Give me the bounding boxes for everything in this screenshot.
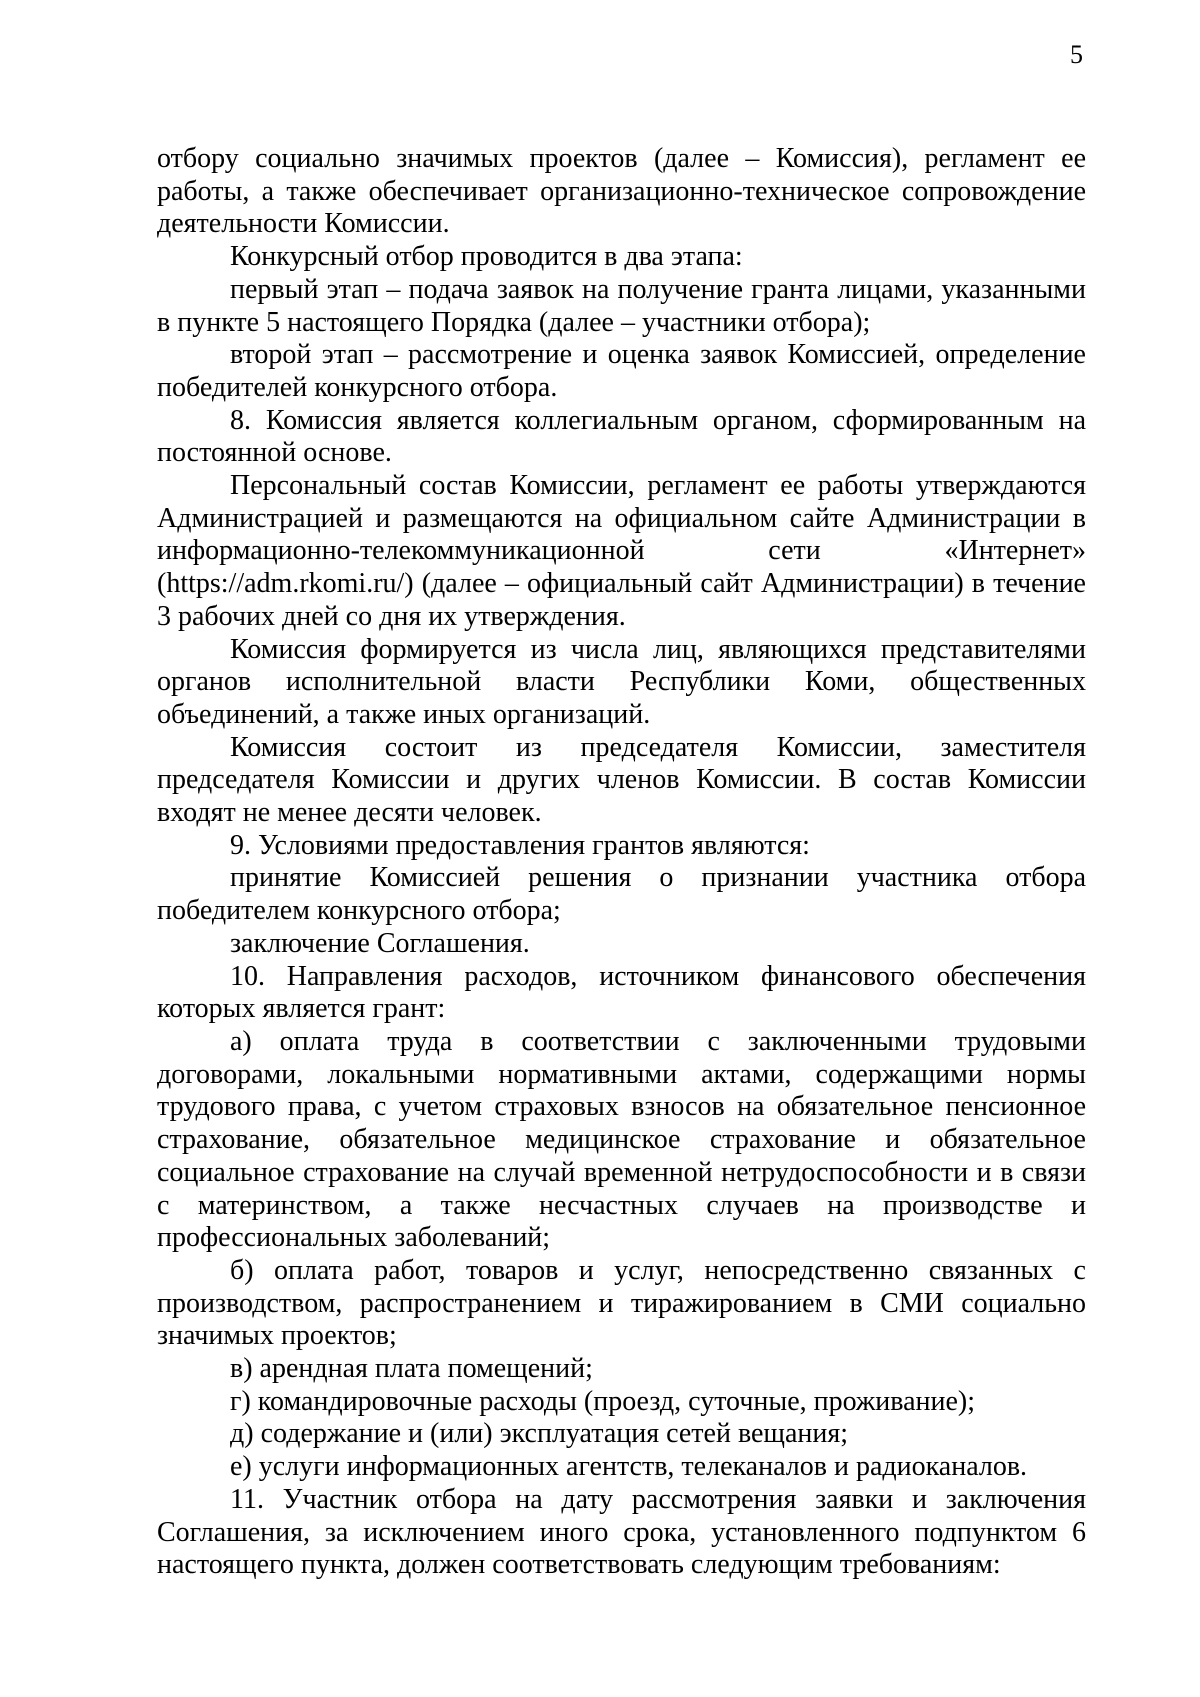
paragraph-expense-g: г) командировочные расходы (проезд, суточные, проживание); [230,1385,976,1417]
paragraph-item-8: 8. Комиссия является коллегиальным органом, сформированным на постоянной основе. [157,404,1086,469]
paragraph-commission-members: Комиссия состоит из председателя Комиссии, заместителя председателя Комиссии и других членов Комиссии. В состав Комиссии входят не менее десяти человек. [157,731,1086,829]
paragraph-stage-two: второй этап – рассмотрение и оценка заявок Комиссией, определение победителей конкурсного отбора. [157,339,1086,403]
paragraph-expense-v: в) арендная плата помещений; [230,1353,593,1385]
paragraph-condition-agreement: заключение Соглашения. [230,927,530,959]
paragraph-expense-b: б) оплата работ, товаров и услуг, непосредственно связанных с производством, распространением и тиражированием в СМИ социально значимых проектов; [157,1254,1086,1352]
document-body [157,143,1086,1582]
paragraph-selection-stages: Конкурсный отбор проводится в два этапа: [230,241,743,273]
paragraph-expense-e: е) услуги информационных агентств, телеканалов и радиоканалов. [230,1451,1028,1483]
paragraph-condition-decision: принятие Комиссией решения о признании участника отбора победителем конкурсного отбора; [157,862,1086,927]
paragraph-item-10: 10. Направления расходов, источником финансового обеспечения которых является грант: [157,960,1086,1025]
paragraph-continuation: отбору социально значимых проектов (далее – Комиссия), регламент ее работы, а также обеспечивает организационно-техническое сопровождение деятельности Комиссии. [157,143,1086,240]
paragraph-item-11: 11. Участник отбора на дату рассмотрения заявки и заключения Соглашения, за исключением иного срока, установленного подпунктом 6 настоящего пункта, должен соответствовать следующим требованиям: [157,1483,1086,1581]
page-number: 5 [1070,40,1083,69]
paragraph-item-9: 9. Условиями предоставления грантов являются: [230,829,810,861]
paragraph-stage-one: первый этап – подача заявок на получение гранта лицами, указанными в пункте 5 настоящего Порядка (далее – участники отбора); [157,273,1086,338]
paragraph-commission-composition: Персональный состав Комиссии, регламент ее работы утверждаются Администрацией и размещаются на официальном сайте Администрации в информационно-телекоммуникационной сети «Интернет» (https://adm.rkomi.ru/) (далее – официальный сайт Администрации) в течение 3 рабочих дней со дня их утверждения. [157,470,1086,632]
paragraph-commission-formation: Комиссия формируется из числа лиц, являющихся представителями органов исполнительной власти Республики Коми, общественных объединений, а также иных организаций. [157,633,1086,730]
paragraph-expense-a: а) оплата труда в соответствии с заключенными трудовыми договорами, локальными нормативными актами, содержащими нормы трудового права, с учетом страховых взносов на обязательное пенсионное страхование, обязательное медицинское страхование и обязательное социальное страхование на случай временной нетрудоспособности и в связи с материнством, а также несчастных случаев на производстве и профессиональных заболеваний; [157,1025,1086,1254]
paragraph-expense-d: д) содержание и (или) эксплуатация сетей вещания; [230,1418,849,1450]
